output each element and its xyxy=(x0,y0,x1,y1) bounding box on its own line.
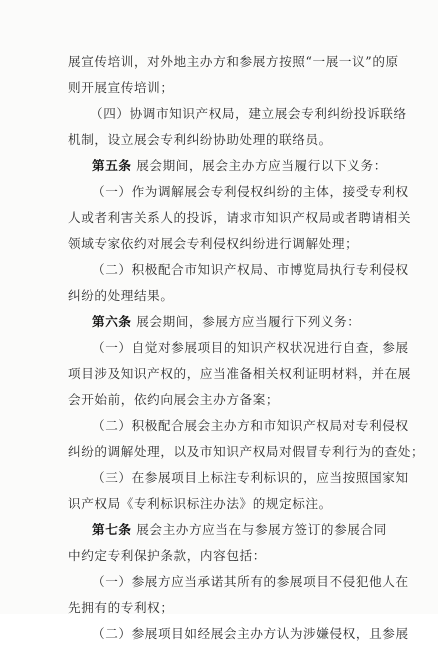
line-text: 展会期间，展会主办方应当履行以下义务： xyxy=(136,158,387,173)
line-text: （一）作为调解展会专利侵权纠纷的主体，接受专利权 xyxy=(92,184,409,199)
paragraph-line xyxy=(0,619,438,649)
line-text: （四）协调市知识产权局，建立展会专利纠纷投诉联络 xyxy=(90,106,407,121)
line-text: 人或者利害关系人的投诉，请求市知识产权局或者聘请相关 xyxy=(68,210,412,225)
line-text: 展宣传培训，对外地主办方和参展方按照“一展一议”的原 xyxy=(68,54,399,69)
line-text: （二）参展项目如经展会主办方认为涉嫌侵权，且参展 xyxy=(92,626,409,641)
line-text: （一）自觉对参展项目的知识产权状况进行自查，参展 xyxy=(92,340,409,355)
article-number: 第五条 xyxy=(92,158,132,173)
line-text: （二）积极配合市知识产权局、市博览局执行专利侵权 xyxy=(92,262,409,277)
line-text: 会开始前，依约向展会主办方备案； xyxy=(68,392,280,407)
article-number: 第七条 xyxy=(92,522,132,537)
article-number: 第六条 xyxy=(92,314,132,329)
line-text: 展会期间，参展方应当履行下列义务： xyxy=(136,314,361,329)
line-text: 机制，设立展会专利纠纷协助处理的联络员。 xyxy=(68,132,332,147)
line-text: （三）在参展项目上标注专利标识的，应当按照国家知 xyxy=(92,470,409,485)
line-text: 中约定专利保护条款，内容包括： xyxy=(68,548,266,563)
line-text: 项目涉及知识产权的，应当准备相关权利证明材料，并在展 xyxy=(68,366,412,381)
line-text: 先拥有的专利权； xyxy=(68,600,174,615)
line-text: 则开展宣传培训； xyxy=(68,80,174,95)
line-text: （一）参展方应当承诺其所有的参展项目不侵犯他人在 xyxy=(92,574,409,589)
line-text: 识产权局《专利标识标注办法》的规定标注。 xyxy=(68,496,332,511)
line-text: （二）积极配合展会主办方和市知识产权局对专利侵权 xyxy=(92,418,409,433)
line-text: 展会主办方应当在与参展方签订的参展合同 xyxy=(136,522,387,537)
line-text: 纠纷的调解处理，以及市知识产权局对假冒专利行为的查处； xyxy=(68,444,425,459)
line-text: 纠纷的处理结果。 xyxy=(68,288,174,303)
line-text: 领域专家依约对展会专利侵权纠纷进行调解处理； xyxy=(68,236,359,251)
